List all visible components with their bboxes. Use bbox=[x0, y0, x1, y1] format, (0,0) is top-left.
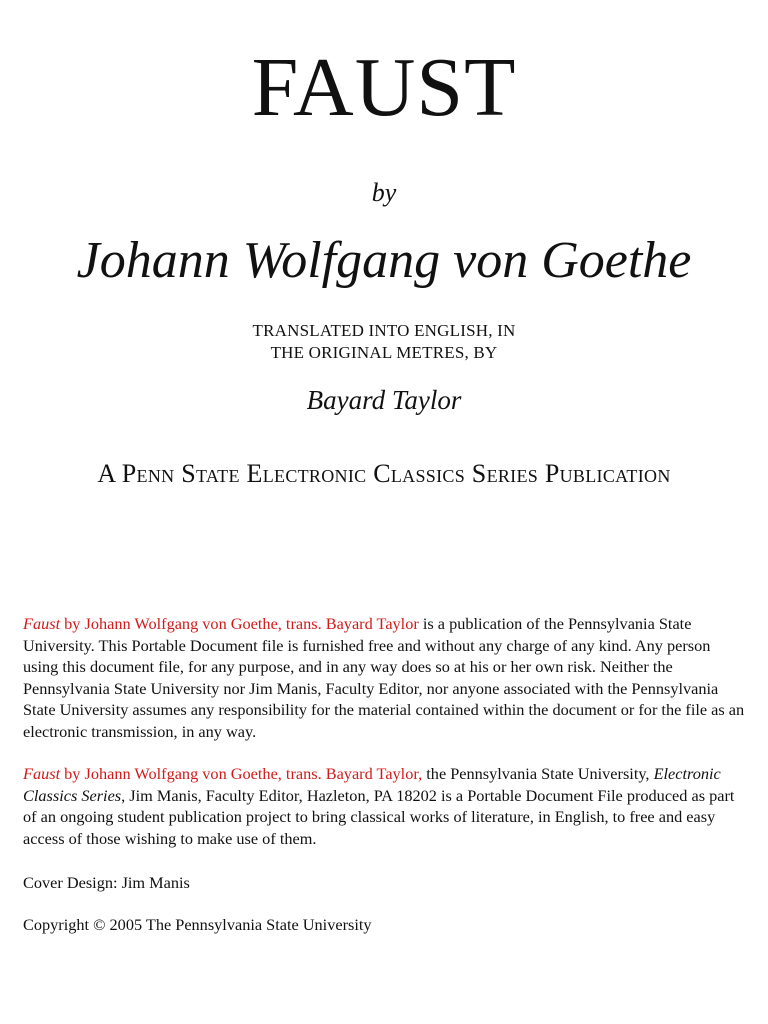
notice-paragraph-1 bbox=[23, 613, 745, 743]
faust-link-rest-2[interactable]: by Johann Wolfgang von Goethe, trans. Bayard Taylor, bbox=[60, 764, 423, 783]
copyright-notice: Copyright © 2005 The Pennsylvania State University bbox=[23, 915, 372, 934]
faust-link-rest[interactable]: by Johann Wolfgang von Goethe, trans. Bayard Taylor bbox=[60, 614, 419, 633]
notice-paragraph-2-text-a: the Pennsylvania State University, bbox=[422, 764, 654, 783]
translation-note-line-1: TRANSLATED INTO ENGLISH, IN bbox=[252, 321, 516, 340]
faust-link-title[interactable]: Faust bbox=[23, 614, 61, 633]
author-name: Johann Wolfgang von Goethe bbox=[76, 232, 692, 289]
notice-paragraph-2 bbox=[23, 763, 745, 849]
series-title: A Penn State Electronic Classics Series Publication bbox=[97, 459, 671, 488]
translator-name: Bayard Taylor bbox=[306, 385, 462, 415]
translation-note-line-2: THE ORIGINAL METRES, BY bbox=[270, 343, 498, 362]
series-name-italic: Electronic Classics Series bbox=[23, 764, 721, 805]
notice-paragraph-1-text: is a publication of the Pennsylvania State University. This Portable Document file is furnished free and without any charge of any kind. Any person using this document file, for any purpose, and in any way does so at his or her own risk. Neither the Pennsylvania State University nor Jim Manis, Faculty Editor, nor anyone associated with the Pennsylvania State University assumes any responsibility for the material contained within the document or for the file as an electronic transmission, in any way. bbox=[23, 614, 745, 741]
book-title: FAUST bbox=[251, 41, 517, 134]
cover-design-credit: Cover Design: Jim Manis bbox=[23, 873, 190, 892]
notice-paragraph-2-text-b: , Jim Manis, Faculty Editor, Hazleton, PA 18202 is a Portable Document File produced as part of an ongoing student publication project to bring classical works of literature, in English, to free and easy access of those wishing to make use of them. bbox=[23, 785, 735, 848]
faust-link-title-2[interactable]: Faust bbox=[23, 764, 61, 783]
by-line: by bbox=[371, 178, 397, 207]
translation-note bbox=[0, 320, 768, 364]
